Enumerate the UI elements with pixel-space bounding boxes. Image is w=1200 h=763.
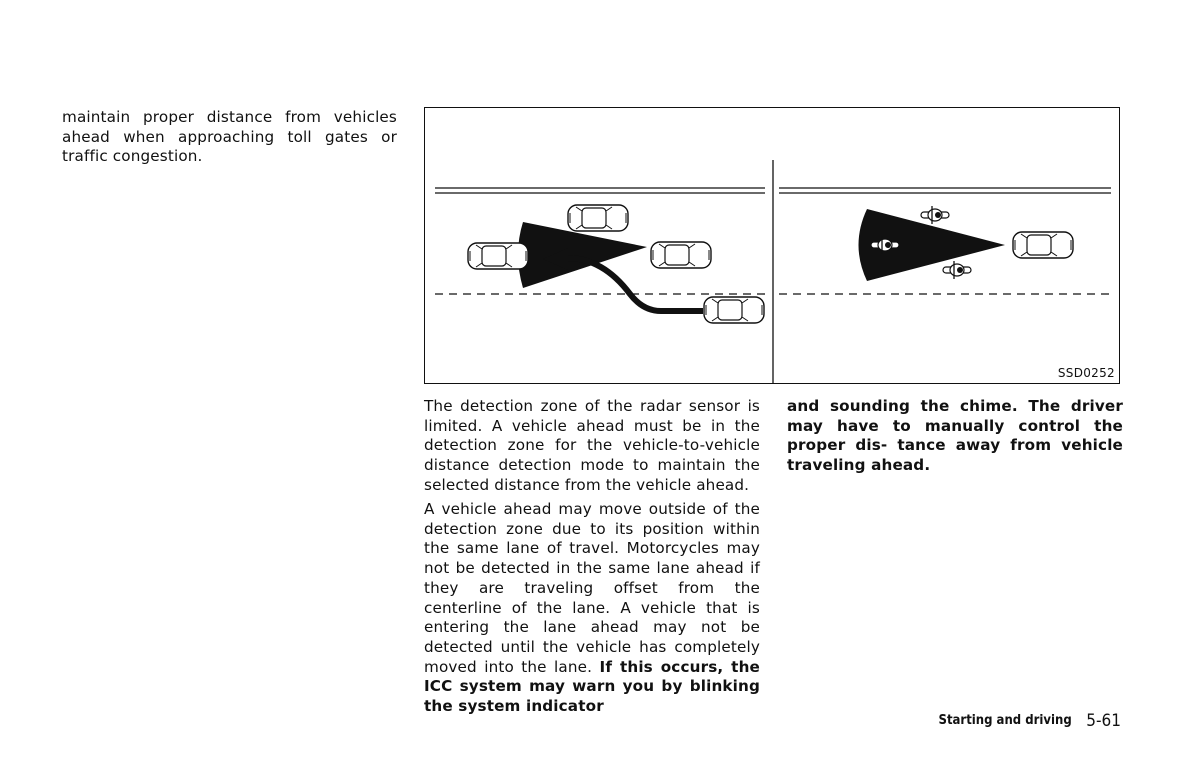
radar-detection-zone-figure bbox=[424, 107, 1120, 384]
paragraph-normal-text: A vehicle ahead may move outside of the detection zone due to its position within the same lane of travel. Motorcycles may not be detected in the same lane ahead if they are traveling offset from the centerline of the lane. A vehicle that is entering the lane ahead may not be detected until the vehicle has completely moved into the lane. bbox=[424, 500, 760, 676]
vehicle-outside-zone-paragraph bbox=[424, 500, 760, 717]
footer-section-title: Starting and driving bbox=[938, 713, 1072, 728]
chime-warning-paragraph: and sounding the chime. The driver may have to manually control the proper dis- tance away from vehicle traveling ahead. bbox=[787, 397, 1123, 475]
detection-zone-paragraph: The detection zone of the radar sensor is limited. A vehicle ahead must be in the detection zone for the vehicle-to-vehicle distance detection mode to maintain the selected distance from the vehicle ahead. bbox=[424, 397, 760, 494]
paragraph-warning-text: If this occurs, the ICC system may warn you by blinking the system indicator bbox=[424, 657, 760, 716]
intro-paragraph: maintain proper distance from vehicles ahead when approaching toll gates or traffic congestion. bbox=[62, 108, 397, 166]
page-footer bbox=[939, 710, 1121, 731]
detection-zone-illustration bbox=[425, 108, 1121, 385]
page-number: 5-61 bbox=[1086, 710, 1121, 731]
figure-id-label: SSD0252 bbox=[1057, 366, 1115, 380]
